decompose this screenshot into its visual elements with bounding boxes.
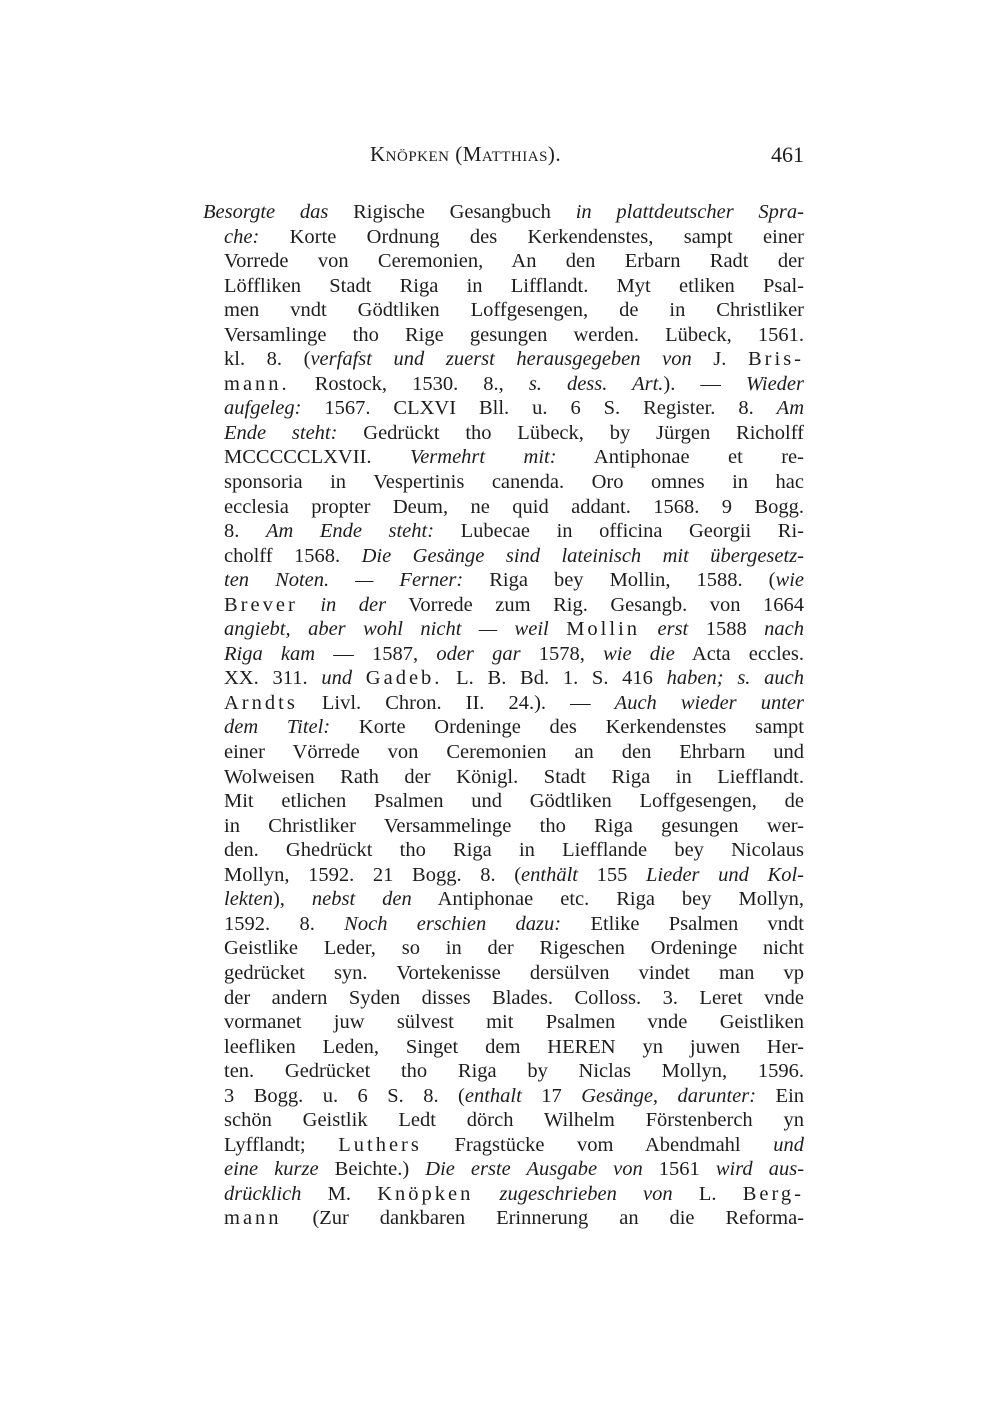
italic-text: wird aus- [715, 1158, 804, 1181]
roman-text: in Christliker Versammelinge tho Riga gesungen wer- [224, 814, 804, 837]
text-line [224, 568, 804, 593]
italic-text: Vermehrt mit: [409, 446, 557, 469]
italic-text: lekten [224, 888, 273, 911]
roman-text: XX. 311. [224, 667, 322, 690]
italic-text: und [321, 667, 353, 690]
roman-text: Korte Ordnung des Kerkendenstes, sampt einer [259, 225, 804, 248]
roman-text: Lubecae in officina Georgii Ri- [434, 520, 804, 543]
roman-text: 8. [224, 520, 266, 543]
body-text [203, 200, 804, 1231]
page-header [370, 142, 804, 172]
italic-text: haben; s. auch [666, 667, 804, 690]
roman-text: cholff 1568. [224, 544, 362, 567]
roman-text [640, 618, 657, 640]
italic-text: oder gar [436, 642, 521, 665]
roman-text: Korte Ordeninge des Kerkendenstes sampt [330, 716, 804, 739]
text-line [224, 838, 804, 863]
text-line [224, 225, 804, 250]
italic-text: che: [224, 225, 260, 248]
text-line [224, 544, 804, 569]
italic-text: nach [764, 618, 804, 641]
roman-text: 3 Bogg. u. 6 S. 8. ( [224, 1084, 465, 1107]
roman-text: 1578, [520, 642, 604, 665]
italic-text: ten Noten. — Ferner: [224, 569, 464, 592]
roman-text: ), [272, 888, 312, 911]
roman-text: Antiphonae etc. Riga bey Mollyn, [411, 888, 804, 911]
spaced-text: Luthers [338, 1133, 422, 1156]
roman-text [352, 667, 366, 689]
roman-text [473, 1183, 499, 1205]
text-line [224, 396, 804, 421]
italic-text: und [773, 1133, 804, 1156]
text-line [224, 1010, 804, 1035]
text-line [224, 323, 804, 348]
text-line [224, 274, 804, 299]
roman-text: Rigische Gesangbuch [328, 201, 576, 223]
italic-text: erst [657, 618, 689, 641]
italic-text: wie die [603, 642, 675, 665]
roman-text: Acta eccles. [674, 642, 804, 665]
roman-text: Rostock, 1530. 8., [289, 372, 529, 395]
roman-text: J. [691, 348, 748, 371]
roman-text: 1592. 8. [224, 912, 345, 935]
text-line [224, 519, 804, 544]
italic-text: Am [776, 397, 804, 420]
roman-text: gedrücket syn. Vortekenisse dersülven vindet man vp [224, 961, 804, 984]
roman-text: 1561 [642, 1158, 716, 1181]
text-line [224, 961, 804, 986]
roman-text: sponsoria in Vespertinis canenda. Oro omnes in hac [224, 471, 804, 494]
roman-text: Vorrede zum Rig. Gesangb. von 1664 [386, 593, 804, 616]
italic-text: s. dess. Art. [528, 372, 664, 395]
roman-text: Lyfflandt; [224, 1133, 339, 1156]
italic-text: angiebt, aber wohl nicht — weil [224, 618, 549, 641]
text-line [224, 372, 804, 397]
roman-text: L. [672, 1182, 743, 1205]
text-line [203, 200, 804, 225]
text-line [224, 912, 804, 937]
text-line [224, 740, 804, 765]
spaced-text: Gadeb. [365, 667, 443, 690]
roman-text: Vorrede von Ceremonien, An den Erbarn Radt der [224, 250, 804, 273]
spaced-text: Berg- [742, 1182, 804, 1205]
text-line [224, 445, 804, 470]
spaced-text: mann [224, 1207, 282, 1230]
text-line [224, 1206, 804, 1231]
text-line [224, 249, 804, 274]
roman-text: Geistlike Leder, so in der Rigeschen Ordeninge nicht [224, 937, 804, 960]
page-number: 461 [771, 142, 804, 167]
roman-text [298, 594, 321, 616]
roman-text: M. [301, 1182, 378, 1205]
italic-text: Riga kam [224, 642, 316, 665]
roman-text: ecclesia propter Deum, ne quid addant. 1568. 9 Bogg. [224, 495, 804, 518]
italic-text: Lieder und Kol- [646, 863, 804, 886]
spaced-text: mann. [224, 372, 290, 395]
italic-text: verfafst und zuerst herausgegeben von [310, 348, 692, 371]
text-line [224, 863, 804, 888]
spaced-text: Brever [224, 593, 298, 616]
italic-text: Wieder [745, 372, 804, 395]
text-line [224, 936, 804, 961]
roman-text: L. B. Bd. 1. S. 416 [442, 667, 667, 690]
roman-text: Beichte.) [318, 1158, 426, 1181]
italic-text: enthalt [464, 1084, 522, 1107]
italic-text: Auch wieder unter [614, 691, 804, 714]
roman-text: schön Geistlik Ledt dörch Wilhelm Förstenberch yn [224, 1109, 804, 1132]
roman-text: Livl. Chron. II. 24.). — [297, 691, 615, 714]
roman-text: Ein [756, 1084, 804, 1107]
text-line [224, 1157, 804, 1182]
italic-text: dem Titel: [224, 716, 331, 739]
text-line [224, 765, 804, 790]
roman-text: Wolweisen Rath der Königl. Stadt Riga in Liefflandt. [224, 765, 804, 788]
roman-text: kl. 8. ( [224, 348, 311, 371]
spaced-text: Bris- [748, 348, 804, 371]
italic-text: aufgeleg: [224, 397, 302, 420]
text-line [224, 495, 804, 520]
text-line [224, 887, 804, 912]
italic-text: zugeschrieben von [499, 1182, 673, 1205]
text-line [224, 1035, 804, 1060]
text-line [224, 1133, 804, 1158]
text-line [224, 691, 804, 716]
roman-text: Fragstücke vom Abendmahl [421, 1133, 774, 1156]
spaced-text: Arndts [224, 691, 298, 714]
italic-text: Noch erschien dazu: [344, 912, 562, 935]
roman-text: Mit etlichen Psalmen und Gödtliken Loffgesengen, de [224, 790, 804, 813]
roman-text: Etlike Psalmen vndt [561, 912, 804, 935]
text-line [224, 347, 804, 372]
roman-text: — 1587, [315, 642, 437, 665]
roman-text: ). — [663, 372, 746, 395]
italic-text: eine kurze [224, 1158, 319, 1181]
roman-text: Riga bey Mollin, 1588. ( [463, 569, 776, 592]
text-line [224, 1182, 804, 1207]
text-line [224, 1108, 804, 1133]
roman-text [549, 618, 566, 640]
roman-text: 155 [577, 863, 647, 886]
text-line [224, 617, 804, 642]
text-line [224, 789, 804, 814]
italic-text: Die Gesänge sind lateinisch mit übergesetz- [361, 544, 804, 567]
text-line [224, 593, 804, 618]
italic-text: Am Ende steht: [265, 520, 435, 543]
roman-text: Gedrückt tho Lübeck, by Jürgen Richolff [337, 421, 804, 444]
roman-text: MCCCCCLXVII. [224, 446, 410, 469]
roman-text: 1567. CLXVI Bll. u. 6 S. Register. 8. [301, 397, 777, 420]
italic-text: in der [320, 593, 387, 616]
roman-text: leefliken Leden, Singet dem HEREN yn juwen Her- [224, 1035, 804, 1058]
roman-text: ten. Gedrücket tho Riga by Niclas Mollyn, 1596. [224, 1060, 804, 1083]
roman-text: einer Vörrede von Ceremonien an den Ehrbarn und [224, 741, 804, 764]
roman-text: Versamlinge tho Rige gesungen werden. Lübeck, 1561. [224, 323, 804, 346]
text-line [224, 298, 804, 323]
text-line [224, 666, 804, 691]
italic-text: nebst den [311, 888, 412, 911]
text-line [224, 1084, 804, 1109]
italic-text: Gesänge, darunter: [581, 1084, 757, 1107]
roman-text: Löffliken Stadt Riga in Lifflandt. Myt etliken Psal- [224, 274, 804, 297]
spaced-text: Knöpken [377, 1182, 474, 1205]
text-line [224, 470, 804, 495]
text-line [224, 642, 804, 667]
text-line [224, 986, 804, 1011]
text-line [224, 715, 804, 740]
running-title: Knöpken (Matthias). [370, 142, 562, 166]
roman-text: vormanet juw sülvest mit Psalmen vnde Geistliken [224, 1011, 804, 1034]
italic-text: enthält [521, 863, 578, 886]
spaced-text: Mollin [566, 618, 641, 641]
italic-text: drücklich [224, 1182, 302, 1205]
roman-text: Mollyn, 1592. 21 Bogg. 8. ( [224, 863, 522, 886]
text-line [224, 421, 804, 446]
roman-text: den. Ghedrückt tho Riga in Liefflande bey Nicolaus [224, 839, 804, 862]
italic-text: in plattdeutscher Spra- [575, 201, 804, 223]
roman-text: (Zur dankbaren Erinnerung an die Reforma- [281, 1207, 804, 1230]
italic-text: wie [775, 569, 804, 592]
roman-text: der andern Syden disses Blades. Colloss. 3. Leret vnde [224, 986, 804, 1009]
italic-text: Die erste Ausgabe von [425, 1158, 643, 1181]
roman-text: 17 [521, 1084, 582, 1107]
roman-text: Antiphonae et re- [556, 446, 804, 469]
italic-text: Ende steht: [224, 421, 338, 444]
roman-text: 1588 [688, 618, 765, 641]
roman-text: men vndt Gödtliken Loffgesengen, de in Christliker [224, 299, 804, 322]
text-line [224, 814, 804, 839]
text-line [224, 1059, 804, 1084]
italic-text: Besorgte das [203, 201, 329, 223]
